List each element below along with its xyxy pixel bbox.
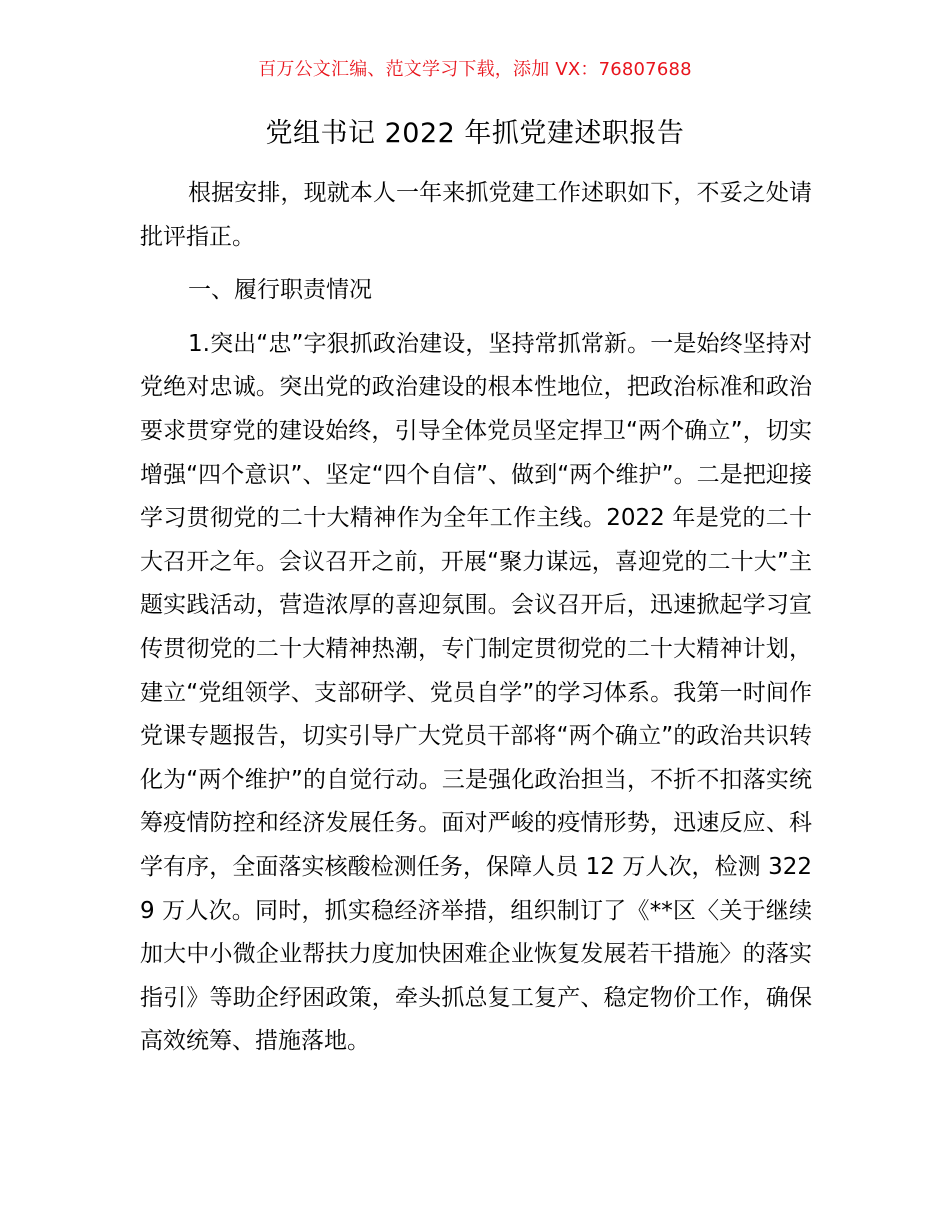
section-heading: 一、履行职责情况 [188, 277, 372, 304]
promo-header: 百万公文汇编、范文学习下载，添加 VX：76807688 [258, 59, 692, 80]
body-paragraph: 1.突出“忠”字狠抓政治建设，坚持常抓常新。一是始终坚持对党绝对忠诚。突出党的政治建设的根本性地位，把政治标准和政治要求贯穿党的建设始终，引导全体党员坚定捍卫“两个确立”，切实增强“四个意识”、坚定“四个自信”、做到“两个维护”。二是把迎接学习贯彻党的二十大精神作为全年工作主线。2022 年是党的二十大召开之年。会议召开之前，开展“聚力谋远，喜迎党的二十大”主题实践活动，营造浓厚的喜迎氛围。会议召开后，迅速掀起学习宣传贯彻党的二十大精神热潮，专门制定贯彻党的二十大精神计划，建立“党组领学、支部研学、党员自学”的学习体系。我第一时间作党课专题报告，切实引导广大党员干部将“两个确立”的政治共识转化为“两个维护”的自觉行动。三是强化政治担当，不折不扣落实统筹疫情防控和经济发展任务。面对严峻的疫情形势，迅速反应、科学有序，全面落实核酸检测任务，保障人员 12 万人次，检测 3229 万人次。同时，抓实稳经济举措，组织制订了《**区〈关于继续加大中小微企业帮扶力度加快困难企业恢复发展若干措施〉的落实指引》等助企纾困政策，牵头抓总复工复产、稳定物价工作，确保高效统筹、措施落地。 [140, 330, 812, 1055]
page-title: 党组书记 2022 年抓党建述职报告 [265, 118, 685, 149]
document-body [140, 172, 812, 1064]
intro-paragraph: 根据安排，现就本人一年来抓党建工作述职如下，不妥之处请批评指正。 [140, 180, 812, 250]
